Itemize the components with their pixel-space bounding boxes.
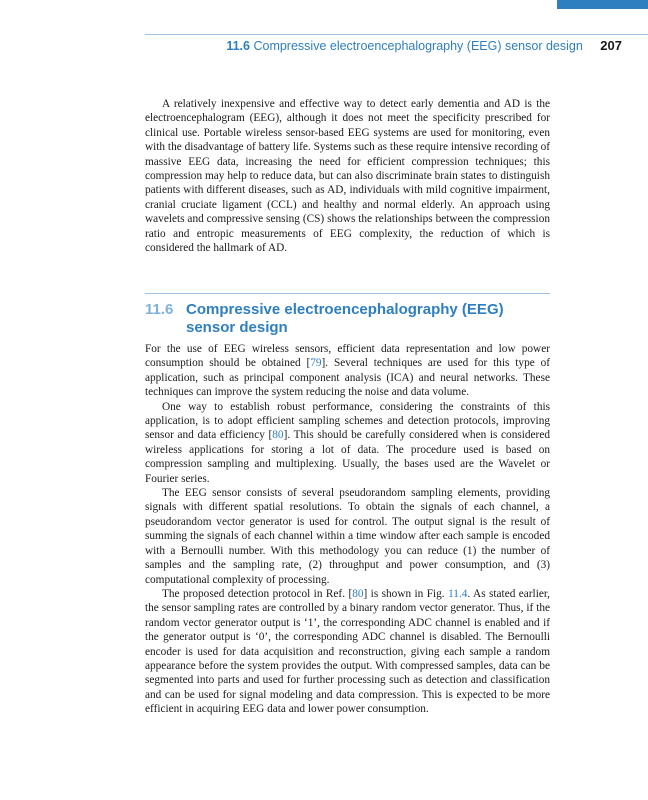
paragraph-2 <box>145 400 550 486</box>
section-heading-title: Compressive electroencephalography (EEG) sensor design <box>186 301 504 336</box>
section-heading-number: 11.6 <box>145 301 174 318</box>
intro-text <box>145 97 550 255</box>
section-heading <box>145 301 550 337</box>
p2-text-before: One way to establish robust performance, considering the constraints of this application, is to adopt efficient sampling schemes and detection protocols, improving sensor and data efficiency [ <box>145 400 550 442</box>
p4-text-middle: ] is shown in Fig. <box>363 587 449 600</box>
section-rule <box>145 293 550 294</box>
citation-link[interactable]: 80 <box>352 587 364 600</box>
paragraph-1 <box>145 342 550 400</box>
figure-link[interactable]: 11.4 <box>448 587 468 600</box>
paragraph-3: The EEG sensor consists of several pseudorandom sampling elements, providing signals with different spatial resolutions. To obtain the signals of each channel, a pseudorandom vector generator is used for control. The output signal is the result of summing the signals of each channel within a time window after each sample is encoded with a Bernoulli number. With this methodology you can reduce (1) the number of samples and the sampling rate, (2) throughput and power consumption, and (3) computational complexity of processing. <box>145 487 550 586</box>
p1-text-after: ]. Several techniques are used for this type of application, such as principal component analysis (ICA) and neural networks. These techniques can improve the system reducing the noise and data volume. <box>145 357 551 399</box>
citation-link[interactable]: 80 <box>272 429 284 442</box>
running-head-title: Compressive electroencephalography (EEG) sensor design <box>253 39 583 53</box>
page-number: 207 <box>600 38 622 53</box>
running-head-section-number: 11.6 <box>226 39 250 53</box>
p4-text-before: The proposed detection protocol in Ref. [ <box>162 587 353 600</box>
header-rule <box>145 34 648 35</box>
paragraph-4 <box>145 587 550 717</box>
intro-paragraph: A relatively inexpensive and effective way to detect early dementia and AD is the electroencephalogram (EEG), although it does not meet the specificity prescribed for clinical use. Portable wireless sensor-based EEG systems are used for monitoring, even with the disadvantage of battery life. Systems such as these require intensive recording of massive EEG data, increasing the need for efficient compression techniques; this compression may help to reduce data, but can also discriminate brain states to distinguish patients with different diseases, such as AD, individuals with mild cognitive impairment, cranial cruciate ligament (CCL) and healthy and normal elderly. An approach using wavelets and compressive sensing (CS) shows the relationships between the compression ratio and entropic measurements of EEG complexity, the reduction of which is considered the hallmark of AD. <box>145 98 550 255</box>
citation-link[interactable]: 79 <box>310 357 322 370</box>
p4-text-after: . As stated earlier, the sensor sampling rates are controlled by a binary random vector generator. Thus, if the random vector generator output is ‘1’, the corresponding ADC channel is enabled and if the generator output is ‘0’, the corresponding ADC channel is disabled. The Bernoulli encoder is used for data acquisition and reconstruction, giving each sample a random appearance before the system provides the output. With compressed samples, data can be segmented into parts and used for further processing such as detection and classification and can be used for signal modeling and data compression. This is expected to be more efficient in acquiring EEG data and lower power consumption. <box>145 587 550 716</box>
page-corner-tab <box>557 0 648 9</box>
running-head <box>0 38 622 53</box>
section-body <box>145 342 550 717</box>
p1-text-before: For the use of EEG wireless sensors, efficient data representation and low power consumption should be obtained [ <box>145 343 550 370</box>
p2-text-after: ]. This should be carefully considered when is considered wireless applications for storing a lot of data. The procedure used is based on compression sampling and multiplexing. Usually, the bases used are the Wavelet or Fourier series. <box>145 429 550 485</box>
